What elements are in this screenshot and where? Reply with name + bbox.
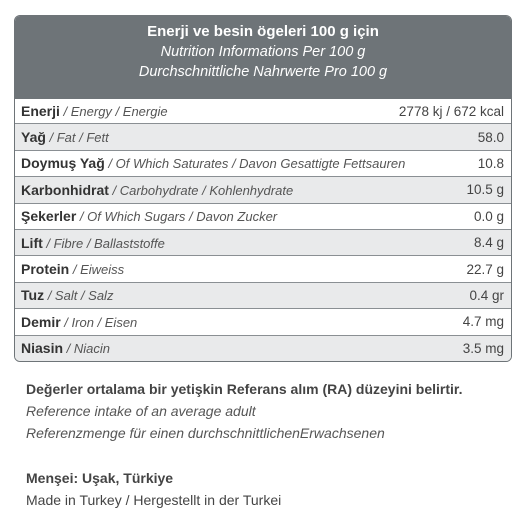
- origin-info: [26, 467, 281, 511]
- nutrient-name-other: / Fat / Fett: [45, 130, 109, 146]
- nutrient-row-protein: [15, 255, 511, 281]
- nutrient-label: [21, 155, 405, 171]
- nutrient-label: [21, 314, 137, 330]
- nutrient-row-fibre: [15, 229, 511, 255]
- nutrient-value: 58.0: [477, 129, 504, 145]
- nutrient-value: 0.4 gr: [469, 287, 504, 303]
- header-title-tr: Enerji ve besin ögeleri 100 g için: [147, 23, 379, 40]
- reference-note-de: Referenzmenge für einen durchschnittlichenErwachsenen: [26, 425, 385, 441]
- nutrient-value: 2778 kj / 672 kcal: [398, 103, 504, 119]
- nutrient-label: [21, 261, 124, 277]
- nutrient-name-other: / Niacin: [63, 341, 110, 357]
- nutrient-name-other: / Iron / Eisen: [60, 314, 138, 330]
- nutrient-value: 8.4 g: [473, 235, 504, 251]
- nutrient-row-saturates: [15, 150, 511, 176]
- nutrient-name-other: / Carbohydrate / Kohlenhydrate: [108, 182, 294, 198]
- nutrient-label: [21, 103, 168, 119]
- nutrient-row-salt: [15, 282, 511, 308]
- nutrient-name-tr: Demir: [21, 313, 61, 330]
- nutrient-name-tr: Karbonhidrat: [21, 181, 109, 198]
- nutrient-row-energy: [15, 97, 511, 123]
- nutrient-name-tr: Lift: [21, 234, 43, 251]
- nutrient-value: 3.5 mg: [462, 340, 504, 356]
- origin-en-de: Made in Turkey / Hergestellt in der Turkei: [26, 492, 282, 508]
- nutrient-name-other: / Of Which Saturates / Davon Gesattigte Fettsauren: [104, 156, 406, 172]
- nutrient-value: 10.8: [477, 155, 504, 171]
- nutrient-name-other: / Fibre / Ballaststoffe: [42, 235, 165, 251]
- nutrient-label: [21, 129, 109, 145]
- origin-tr: Menşei: Uşak, Türkiye: [26, 470, 174, 486]
- nutrient-row-sugars: [15, 203, 511, 229]
- nutrient-label: [21, 340, 110, 356]
- header-title-en: Nutrition Informations Per 100 g: [160, 44, 366, 60]
- nutrition-table-header: [15, 16, 511, 97]
- reference-note-tr: Değerler ortalama bir yetişkin Referans alım (RA) düzeyini belirtir.: [26, 381, 463, 397]
- nutrient-label: [21, 287, 113, 303]
- nutrient-label: [21, 182, 293, 198]
- nutrient-row-niacin: [15, 335, 511, 361]
- nutrient-name-tr: Yağ: [21, 129, 46, 146]
- nutrient-name-tr: Protein: [21, 261, 70, 278]
- header-title-de: Durchschnittliche Nahrwerte Pro 100 g: [138, 64, 388, 80]
- reference-note-en: Reference intake of an average adult: [26, 403, 256, 419]
- nutrition-rows: [15, 97, 511, 361]
- nutrient-name-tr: Tuz: [21, 287, 45, 304]
- nutrient-value: 0.0 g: [473, 208, 504, 224]
- nutrient-row-fat: [15, 123, 511, 149]
- nutrient-name-other: / Energy / Energie: [59, 104, 168, 120]
- nutrient-name-tr: Doymuş Yağ: [21, 155, 105, 172]
- nutrient-name-tr: Enerji: [21, 103, 60, 120]
- nutrient-row-carbohydrate: [15, 176, 511, 202]
- nutrient-name-other: / Salt / Salz: [44, 288, 114, 304]
- nutrient-value: 4.7 mg: [462, 314, 504, 330]
- nutrient-label: [21, 235, 165, 251]
- nutrient-name-tr: Niasin: [21, 340, 64, 357]
- nutrient-row-iron: [15, 308, 511, 334]
- reference-intake-note: [26, 378, 516, 444]
- nutrient-label: [21, 208, 277, 224]
- nutrient-value: 22.7 g: [466, 261, 504, 277]
- nutrient-value: 10.5 g: [466, 182, 504, 198]
- nutrient-name-other: / Eiweiss: [69, 262, 125, 278]
- nutrition-table: [14, 15, 512, 362]
- nutrient-name-tr: Şekerler: [21, 208, 77, 225]
- nutrient-name-other: / Of Which Sugars / Davon Zucker: [76, 209, 278, 225]
